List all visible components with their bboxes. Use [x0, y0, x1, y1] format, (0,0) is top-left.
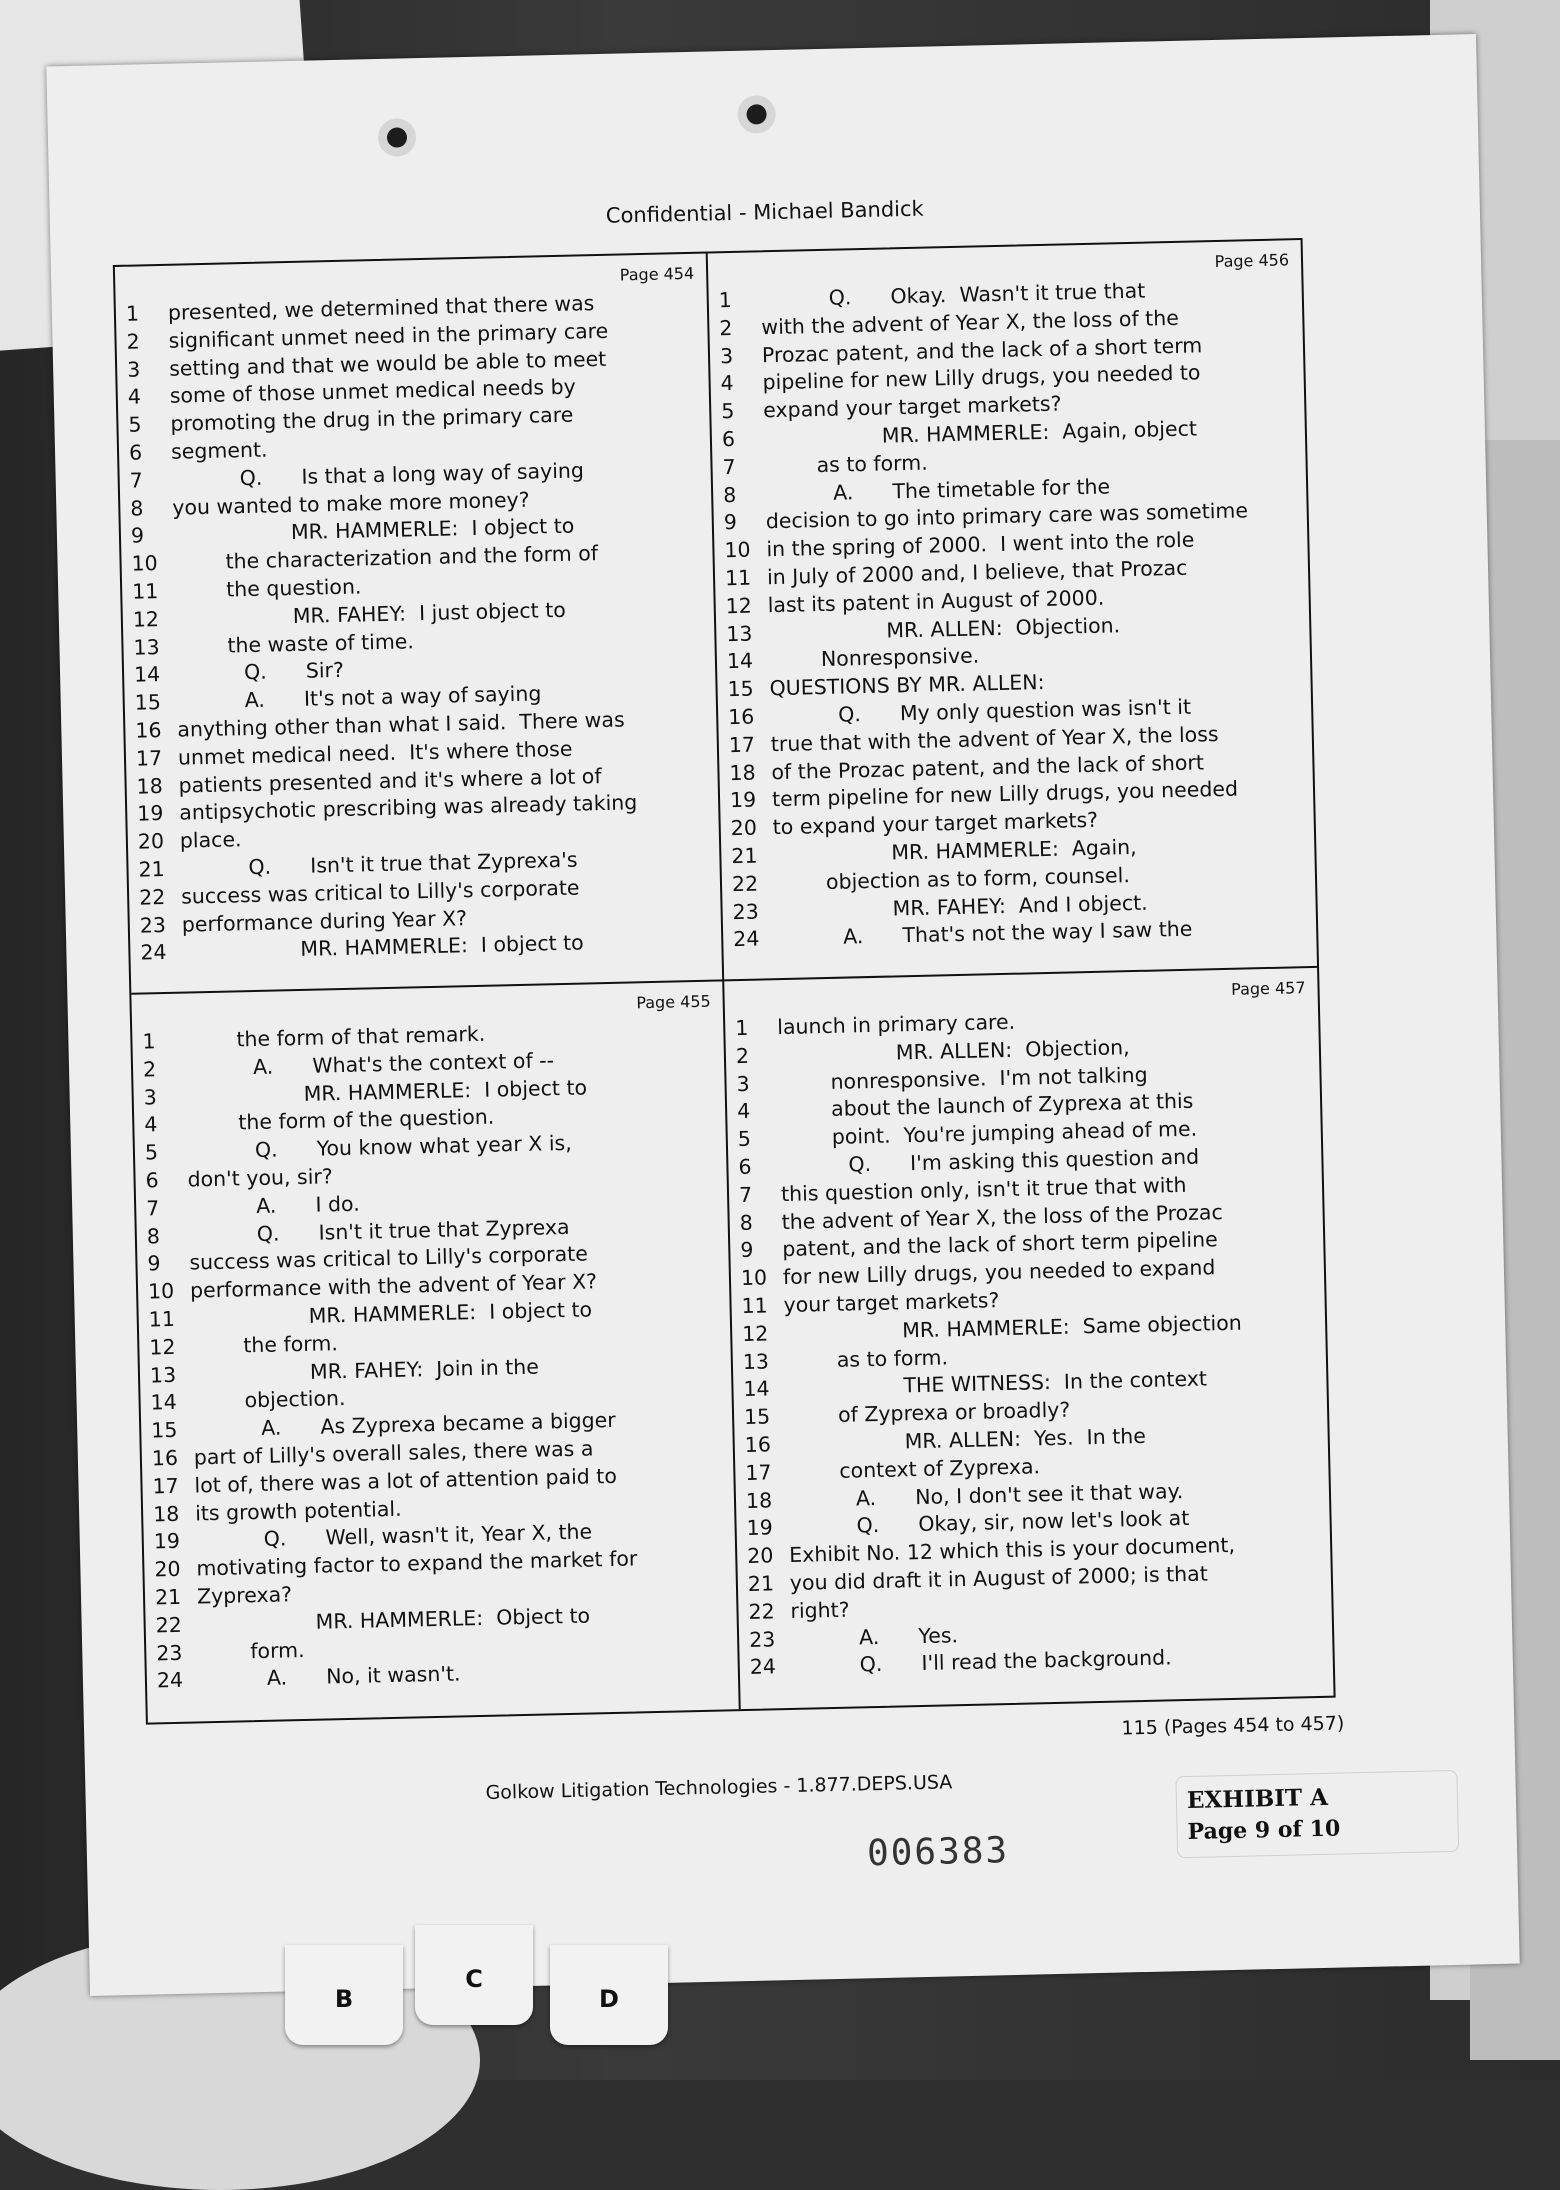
- line-number: 1: [142, 1029, 156, 1054]
- line-text: success was critical to Lilly's corporate: [180, 875, 580, 909]
- line-text: Q. Isn't it true that Zyprexa's: [248, 847, 578, 880]
- line-number: 11: [148, 1306, 176, 1332]
- line-number: 9: [723, 510, 738, 535]
- line-text: point. You're jumping ahead of me.: [831, 1116, 1198, 1150]
- page-number: Page 456: [1214, 250, 1290, 272]
- line-text: the characterization and the form of: [225, 541, 599, 574]
- line-number: 17: [152, 1473, 179, 1499]
- line-number: 6: [145, 1168, 159, 1193]
- page-number: Page 455: [636, 991, 711, 1013]
- line-text: A. No, I don't see it that way.: [855, 1478, 1184, 1511]
- transcript-lines: [735, 1002, 1323, 1682]
- line-text: MR. HAMMERLE: Again, object: [881, 416, 1198, 448]
- line-number: 20: [746, 1543, 774, 1569]
- index-tab-c[interactable]: [415, 1925, 533, 2025]
- line-number: 17: [135, 745, 163, 771]
- line-text: context of Zyprexa.: [839, 1454, 1041, 1483]
- line-number: 2: [735, 1043, 750, 1068]
- line-text: Q. Okay, sir, now let's look at: [856, 1506, 1190, 1538]
- line-number: 3: [143, 1084, 158, 1110]
- line-text: MR. ALLEN: Objection,: [895, 1034, 1130, 1065]
- line-number: 5: [128, 412, 142, 437]
- index-tab-b[interactable]: [285, 1945, 403, 2045]
- panel-page-457: [724, 968, 1333, 1709]
- line-number: 8: [130, 495, 144, 521]
- line-number: 2: [719, 315, 733, 341]
- line-number: 8: [739, 1210, 754, 1235]
- line-text: the advent of Year X, the loss of the Prozac: [781, 1199, 1223, 1234]
- line-number: 14: [133, 662, 161, 687]
- line-number: 8: [146, 1223, 161, 1249]
- index-tab-d[interactable]: [550, 1945, 668, 2045]
- line-text: MR. ALLEN: Objection.: [886, 612, 1121, 643]
- line-text: Q. My only question was isn't it: [837, 694, 1192, 727]
- line-number: 4: [144, 1112, 158, 1137]
- line-number: 7: [145, 1195, 160, 1221]
- line-text: Q. Sir?: [243, 658, 345, 685]
- line-number: 5: [144, 1140, 159, 1165]
- line-number: 10: [740, 1265, 768, 1291]
- line-number: 11: [741, 1293, 768, 1318]
- footer-credit: Golkow Litigation Technologies - 1.877.DEPS.USA: [485, 1771, 953, 1804]
- line-text: significant unmet need in the primary care: [168, 318, 609, 353]
- panel-page-456: [708, 240, 1317, 981]
- panel-page-454: [115, 254, 724, 995]
- line-text: term pipeline for new Lilly drugs, you needed: [771, 776, 1239, 812]
- line-number: 22: [748, 1599, 775, 1624]
- line-text: Q. I'm asking this question and: [848, 1144, 1200, 1177]
- line-number: 4: [720, 371, 734, 396]
- page-count: 115 (Pages 454 to 457): [1121, 1712, 1345, 1740]
- line-text: you wanted to make more money?: [172, 487, 530, 520]
- line-text: segment.: [170, 437, 268, 464]
- line-number: 17: [728, 732, 756, 757]
- line-text: the form of the question.: [238, 1104, 495, 1135]
- line-text: Zyprexa?: [196, 1582, 293, 1609]
- line-text: MR. FAHEY: And I object.: [892, 890, 1148, 921]
- line-number: 23: [156, 1640, 183, 1665]
- line-text: true that with the advent of Year X, the loss: [770, 721, 1219, 756]
- line-number: 15: [134, 690, 162, 715]
- line-text: place.: [179, 827, 242, 853]
- line-number: 14: [726, 648, 754, 674]
- line-number: 14: [743, 1376, 770, 1402]
- line-text: promoting the drug in the primary care: [170, 402, 574, 436]
- line-number: 12: [132, 606, 160, 632]
- line-text: MR. ALLEN: Yes. In the: [904, 1423, 1147, 1454]
- line-number: 19: [729, 787, 757, 813]
- line-number: 24: [140, 940, 167, 965]
- line-text: patients presented and it's where a lot of: [178, 763, 602, 798]
- line-text: nonresponsive. I'm not talking: [830, 1062, 1148, 1094]
- line-number: 16: [135, 717, 162, 743]
- line-number: 22: [731, 871, 759, 896]
- line-number: 10: [724, 537, 751, 563]
- page-header: Confidential - Michael Bandick: [605, 196, 924, 228]
- line-text: form.: [250, 1637, 305, 1663]
- line-number: 19: [137, 801, 164, 826]
- line-text: some of those unmet medical needs by: [169, 374, 576, 409]
- line-text: anything other than what I said. There was: [177, 707, 625, 742]
- line-text: presented, we determined that there was: [167, 291, 595, 325]
- tab-label: B: [334, 1985, 354, 2013]
- line-number: 13: [149, 1362, 177, 1388]
- line-text: as to form.: [816, 450, 928, 477]
- line-number: 16: [727, 704, 755, 730]
- line-number: 5: [721, 399, 735, 424]
- line-number: 16: [744, 1432, 772, 1457]
- line-text: in July of 2000 and, I believe, that Prozac: [766, 555, 1188, 590]
- line-text: Exhibit No. 12 which this is your document,: [788, 1533, 1236, 1568]
- line-text: A. As Zyprexa became a bigger: [260, 1408, 616, 1441]
- line-text: don't you, sir?: [187, 1164, 333, 1192]
- line-number: 21: [154, 1584, 182, 1610]
- line-text: the form of that remark.: [236, 1021, 486, 1052]
- transcript-lines: [142, 1016, 728, 1696]
- line-text: expand your target markets?: [763, 391, 1062, 423]
- line-text: Q. Okay. Wasn't it true that: [828, 278, 1146, 310]
- line-number: 20: [730, 815, 758, 841]
- line-number: 1: [718, 287, 733, 313]
- line-number: 9: [130, 523, 145, 549]
- line-text: the question.: [225, 574, 362, 602]
- line-text: MR. HAMMERLE: I object to: [300, 930, 584, 962]
- line-number: 2: [142, 1057, 157, 1082]
- line-number: 12: [149, 1334, 176, 1360]
- line-text: MR. HAMMERLE: Again,: [891, 834, 1137, 865]
- line-number: 6: [721, 426, 736, 452]
- tab-label: C: [465, 1965, 483, 1993]
- line-text: in the spring of 2000. I went into the role: [766, 527, 1195, 562]
- line-number: 1: [125, 301, 140, 326]
- line-number: 22: [155, 1612, 183, 1638]
- transcript-lines: [126, 288, 712, 968]
- line-text: unmet medical need. It's where those: [177, 736, 573, 770]
- line-text: A. It's not a way of saying: [244, 681, 542, 713]
- line-text: right?: [790, 1597, 850, 1623]
- line-text: Q. Well, wasn't it, Year X, the: [263, 1519, 593, 1552]
- line-number: 15: [150, 1418, 178, 1443]
- line-number: 3: [719, 343, 734, 368]
- line-text: pipeline for new Lilly drugs, you needed to: [762, 360, 1201, 395]
- line-number: 14: [150, 1390, 177, 1415]
- punch-hole-left: [378, 118, 417, 157]
- line-number: 10: [147, 1279, 175, 1304]
- line-number: 11: [724, 565, 752, 591]
- line-number: 15: [727, 676, 754, 702]
- line-number: 6: [738, 1154, 752, 1180]
- line-text: A. No, it wasn't.: [266, 1661, 461, 1691]
- line-text: as to form.: [836, 1344, 949, 1372]
- line-text: A. Yes.: [858, 1622, 959, 1649]
- line-text: MR. HAMMERLE: Same objection: [901, 1310, 1243, 1343]
- line-number: 21: [138, 856, 165, 882]
- line-number: 16: [151, 1445, 179, 1471]
- line-number: 9: [147, 1251, 161, 1276]
- line-text: antipsychotic prescribing was already taking: [178, 790, 638, 825]
- line-text: lot of, there was a lot of attention paid to: [194, 1463, 618, 1498]
- line-text: of the Prozac patent, and the lack of short: [771, 749, 1205, 784]
- line-text: performance with the advent of Year X?: [189, 1269, 598, 1303]
- page-number: Page 454: [619, 263, 695, 285]
- line-text: your target markets?: [783, 1288, 1000, 1318]
- line-number: 17: [745, 1460, 772, 1485]
- line-number: 20: [154, 1556, 181, 1582]
- line-number: 24: [733, 926, 760, 952]
- line-number: 23: [748, 1626, 776, 1652]
- line-number: 15: [743, 1404, 771, 1430]
- line-number: 12: [725, 593, 753, 618]
- line-number: 24: [156, 1668, 184, 1693]
- line-number: 18: [745, 1487, 773, 1513]
- line-text: MR. FAHEY: I just object to: [292, 597, 567, 628]
- exhibit-title: EXHIBIT A: [1186, 1783, 1329, 1815]
- line-number: 24: [749, 1654, 777, 1680]
- tab-label: D: [599, 1985, 619, 2013]
- line-text: motivating factor to expand the market for: [196, 1546, 638, 1581]
- line-text: MR. HAMMERLE: Object to: [315, 1603, 591, 1634]
- line-number: 20: [137, 829, 165, 854]
- line-text: with the advent of Year X, the loss of the: [761, 305, 1180, 340]
- line-number: 13: [726, 621, 753, 646]
- line-text: decision to go into primary care was sometime: [765, 498, 1249, 534]
- exhibit-page: Page 9 of 10: [1187, 1815, 1341, 1846]
- line-text: MR. HAMMERLE: I object to: [303, 1075, 588, 1106]
- line-number: 3: [126, 357, 141, 382]
- line-text: about the launch of Zyprexa at this: [830, 1089, 1194, 1122]
- line-number: 18: [136, 773, 164, 799]
- line-text: success was critical to Lilly's corporate: [189, 1241, 589, 1275]
- line-text: Nonresponsive.: [820, 643, 980, 672]
- line-number: 23: [139, 912, 167, 938]
- line-number: 21: [731, 843, 758, 869]
- line-text: Q. I'll read the background.: [859, 1645, 1172, 1677]
- line-number: 11: [131, 579, 159, 604]
- line-text: Q. Is that a long way of saying: [239, 458, 585, 490]
- exhibit-stamp: [1175, 1770, 1459, 1858]
- transcript-page: [46, 34, 1519, 1996]
- panel-page-455: [131, 981, 740, 1722]
- line-number: 7: [738, 1182, 753, 1207]
- line-text: A. I do.: [255, 1191, 361, 1218]
- line-text: A. What's the context of --: [252, 1048, 555, 1079]
- line-number: 6: [128, 440, 143, 465]
- line-number: 18: [729, 760, 756, 785]
- line-text: the form.: [243, 1330, 339, 1358]
- line-text: MR. FAHEY: Join in the: [309, 1354, 540, 1384]
- line-number: 4: [127, 384, 142, 410]
- line-text: MR. HAMMERLE: I object to: [290, 513, 575, 545]
- line-number: 21: [747, 1571, 775, 1596]
- line-text: performance during Year X?: [181, 905, 468, 937]
- line-number: 7: [129, 468, 144, 493]
- line-number: 8: [722, 482, 737, 507]
- transcript-lines: [718, 274, 1306, 954]
- line-number: 9: [740, 1238, 754, 1263]
- line-number: 2: [126, 329, 140, 354]
- transcript-grid: [113, 238, 1336, 1725]
- line-text: for new Lilly drugs, you needed to expand: [782, 1255, 1216, 1290]
- line-text: to expand your target markets?: [772, 807, 1099, 840]
- line-number: 19: [746, 1515, 773, 1541]
- line-text: Q. Isn't it true that Zyprexa: [256, 1214, 570, 1246]
- line-number: 1: [735, 1015, 749, 1041]
- line-text: A. The timetable for the: [832, 474, 1111, 505]
- line-text: objection as to form, counsel.: [825, 862, 1131, 894]
- line-text: Prozac patent, and the lack of a short term: [761, 332, 1203, 367]
- line-text: the waste of time.: [227, 628, 415, 658]
- line-number: 23: [732, 899, 760, 924]
- page-number: Page 457: [1230, 978, 1306, 999]
- line-number: 7: [722, 454, 736, 480]
- line-number: 19: [153, 1529, 181, 1554]
- line-text: QUESTIONS BY MR. ALLEN:: [769, 670, 1045, 701]
- line-text: objection.: [244, 1386, 346, 1413]
- line-text: Q. You know what year X is,: [254, 1131, 572, 1163]
- line-text: MR. HAMMERLE: I object to: [308, 1297, 593, 1328]
- line-number: 18: [152, 1501, 180, 1526]
- line-text: of Zyprexa or broadly?: [837, 1397, 1071, 1428]
- line-text: last its patent in August of 2000.: [767, 585, 1105, 618]
- line-number: 13: [742, 1348, 770, 1374]
- line-text: part of Lilly's overall sales, there was a: [193, 1436, 594, 1470]
- bates-number: 006383: [866, 1830, 1010, 1875]
- line-text: launch in primary care.: [777, 1009, 1016, 1040]
- line-number: 13: [133, 634, 160, 660]
- line-number: 12: [741, 1321, 769, 1346]
- line-number: 10: [131, 551, 158, 576]
- line-text: setting and that we would be able to meet: [168, 346, 607, 381]
- line-number: 4: [736, 1099, 751, 1124]
- line-number: 5: [737, 1126, 752, 1152]
- line-text: patent, and the lack of short term pipeline: [782, 1227, 1218, 1262]
- line-number: 3: [736, 1071, 750, 1096]
- line-text: you did draft it in August of 2000; is that: [789, 1561, 1209, 1595]
- line-number: 22: [138, 884, 166, 910]
- line-text: its growth potential.: [194, 1496, 402, 1526]
- line-text: A. That's not the way I saw the: [842, 917, 1193, 949]
- line-text: this question only, isn't it true that with: [780, 1172, 1187, 1206]
- line-text: THE WITNESS: In the context: [903, 1366, 1208, 1398]
- punch-hole-right: [737, 95, 776, 134]
